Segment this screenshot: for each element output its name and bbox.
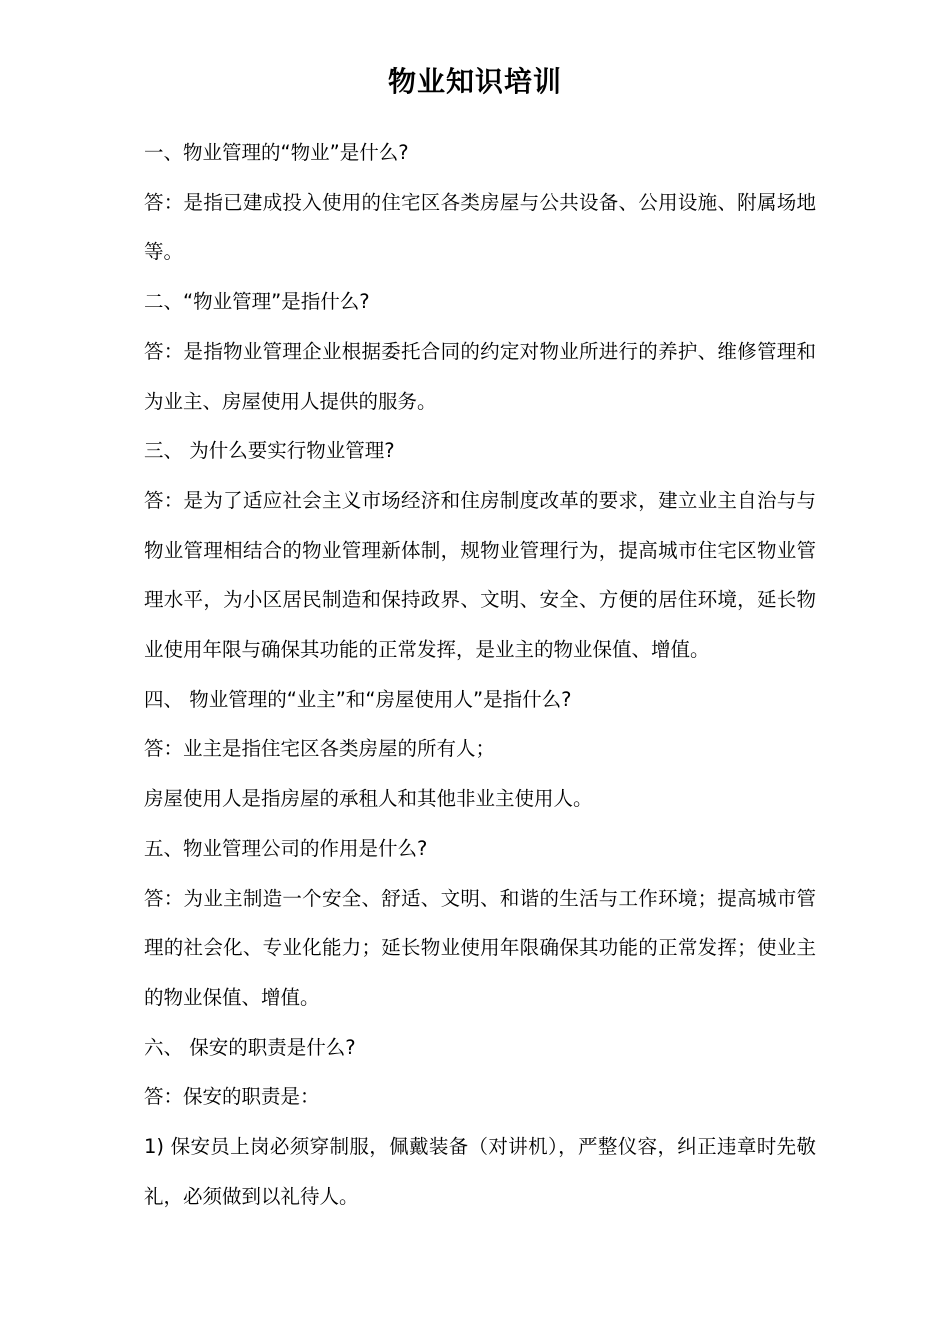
question-1: 一、物业管理的“物业”是什么? — [144, 141, 409, 164]
answer-4-owner: 答：业主是指住宅区各类房屋的所有人； — [144, 737, 496, 761]
answer-2: 答：是指物业管理企业根据委托合同的约定对物业所进行的养护、维修管理和为业主、房屋使用人提供的服务。 — [144, 339, 816, 413]
answer-3: 答：是为了适应社会主义市场经济和住房制度改革的要求，建立业主自治与与物业管理相结合的物业管理新体制，规物业管理行为，提高城市住宅区物业管理水平，为小区居民制造和保持政界、文明、安全、方便的居住环境，延长物业使用年限与确保其功能的正常发挥，是业主的物业保值、增值。 — [144, 488, 816, 662]
answer-6-item-1: 1) 保安员上岗必须穿制服，佩戴装备（对讲机），严整仪容，纠正违章时先敬礼，必须做到以礼待人。 — [144, 1135, 816, 1208]
answer-5: 答：为业主制造一个安全、舒适、文明、和谐的生活与工作环境；提高城市管理的社会化、专业化能力；延长物业使用年限确保其功能的正常发挥；使业主的物业保值、增值。 — [144, 886, 816, 1009]
question-6: 六、 保安的职责是什么? — [144, 1035, 356, 1059]
document-body — [144, 128, 816, 1221]
answer-6-intro: 答：保安的职责是： — [144, 1085, 320, 1109]
question-3: 三、 为什么要实行物业管理? — [144, 439, 395, 463]
question-5: 五、物业管理公司的作用是什么? — [144, 836, 428, 860]
document-title: 物业知识培训 — [387, 65, 562, 98]
answer-4-user: 房屋使用人是指房屋的承租人和其他非业主使用人。 — [144, 787, 593, 811]
answer-1: 答：是指已建成投入使用的住宅区各类房屋与公共设备、公用设施、附属场地等。 — [144, 190, 816, 264]
question-2: 二、“物业管理”是指什么? — [144, 290, 370, 314]
question-4: 四、 物业管理的“业主”和“房屋使用人”是指什么? — [144, 687, 572, 711]
